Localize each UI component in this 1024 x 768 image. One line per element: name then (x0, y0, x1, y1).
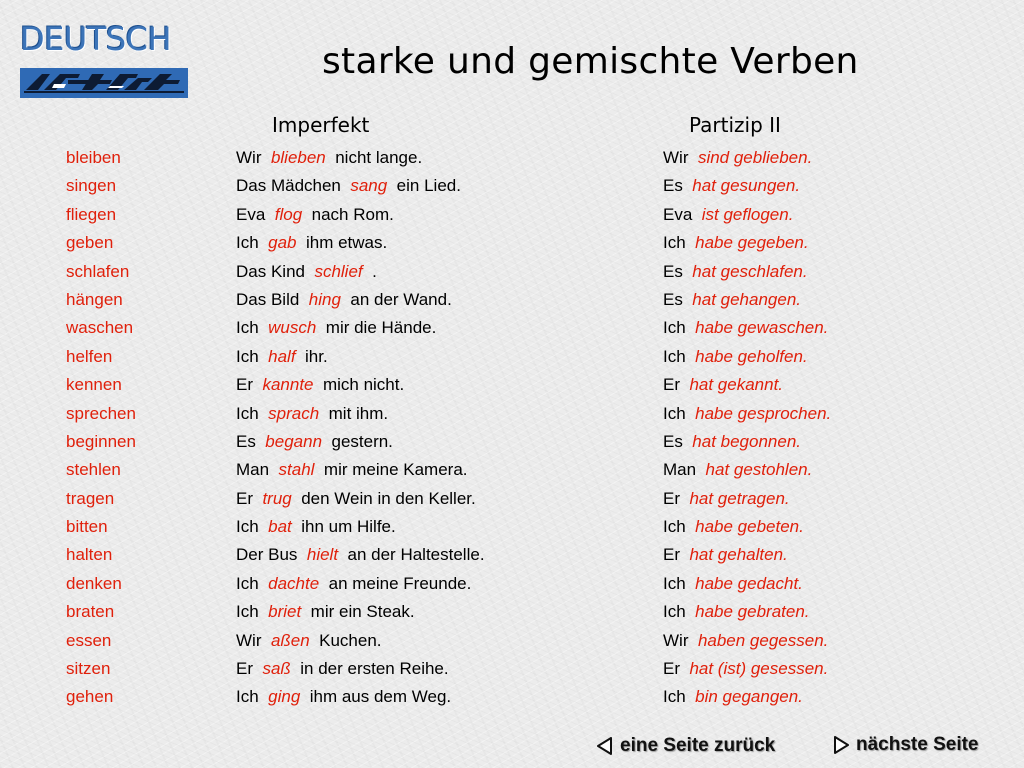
partizip-subject: Es (663, 176, 683, 196)
partizip-verb: hat begonnen. (692, 431, 802, 451)
column-header-imperfekt: Imperfekt (272, 113, 370, 137)
partizip-sentence (663, 627, 828, 655)
imperfekt-verb: trug (262, 488, 292, 508)
logo-wordmark: DEUTSCH (20, 20, 172, 58)
imperfekt-verb: stahl (278, 460, 315, 480)
infinitive-verb: bleiben (66, 148, 121, 167)
imperfekt-verb: ging (268, 687, 301, 707)
partizip-subject: Er (663, 488, 680, 508)
verb-row (0, 541, 1024, 569)
imperfekt-sentence (236, 400, 388, 428)
imperfekt-subject: Das Mädchen (236, 176, 341, 196)
imperfekt-sentence (236, 513, 396, 541)
verb-row (0, 598, 1024, 626)
imperfekt-verb: briet (268, 602, 302, 622)
imperfekt-sentence (236, 144, 422, 172)
partizip-verb: hat gehalten. (689, 545, 788, 565)
infinitive-verb: fliegen (66, 204, 117, 224)
imperfekt-verb: sang (350, 176, 388, 196)
partizip-subject: Ich (663, 573, 686, 593)
partizip-sentence (663, 513, 804, 541)
imperfekt-rest: nicht lange. (335, 148, 423, 167)
imperfekt-subject: Ich (236, 602, 259, 622)
partizip-subject: Er (663, 659, 680, 679)
verb-row (0, 513, 1024, 541)
infinitive-verb: bitten (66, 517, 108, 537)
infinitive-verb: halten (66, 545, 113, 565)
partizip-verb: hat gestohlen. (705, 460, 813, 480)
imperfekt-sentence (236, 258, 377, 286)
partizip-sentence (663, 258, 808, 286)
partizip-subject: Es (663, 431, 683, 451)
imperfekt-sentence (236, 598, 415, 626)
partizip-subject: Ich (663, 318, 686, 338)
partizip-sentence (663, 201, 793, 229)
imperfekt-subject: Er (236, 375, 253, 395)
partizip-verb: hat getragen. (689, 488, 790, 508)
partizip-verb: hat geschlafen. (692, 261, 808, 281)
page-title: starke und gemischte Verben (322, 41, 859, 82)
imperfekt-sentence (236, 683, 451, 711)
imperfekt-sentence (236, 541, 485, 569)
partizip-sentence (663, 229, 809, 257)
infinitive-verb: tragen (66, 488, 115, 508)
partizip-sentence (663, 400, 831, 428)
partizip-subject: Es (663, 261, 683, 281)
column-header-partizip: Partizip II (689, 113, 781, 137)
imperfekt-verb: half (268, 346, 296, 366)
imperfekt-subject: Das Bild (236, 289, 300, 309)
partizip-verb: habe gegeben. (695, 233, 809, 253)
imperfekt-rest: mir die Hände. (325, 318, 437, 338)
partizip-sentence (663, 144, 812, 172)
imperfekt-rest: . (372, 261, 377, 281)
imperfekt-rest: ihr. (305, 346, 328, 366)
verb-row (0, 172, 1024, 200)
infinitive-verb: essen (66, 630, 112, 650)
verb-row (0, 627, 1024, 655)
imperfekt-subject: Er (236, 488, 253, 508)
partizip-subject: Wir (663, 148, 689, 167)
imperfekt-verb: hielt (306, 545, 339, 565)
imperfekt-verb: blieben (270, 148, 326, 167)
partizip-verb: hat gekannt. (689, 375, 784, 395)
infinitive-verb: helfen (66, 346, 113, 366)
partizip-sentence (663, 485, 790, 513)
partizip-sentence (663, 570, 803, 598)
partizip-verb: habe gebraten. (695, 602, 810, 622)
verb-row (0, 144, 1024, 172)
imperfekt-subject: Ich (236, 403, 259, 423)
partizip-verb: habe geholfen. (695, 346, 808, 366)
partizip-subject: Ich (663, 346, 686, 366)
imperfekt-verb: hing (308, 289, 341, 309)
partizip-verb: habe gesprochen. (695, 403, 832, 423)
imperfekt-sentence (236, 627, 382, 655)
previous-page-button[interactable] (596, 732, 775, 760)
next-page-button[interactable] (832, 731, 979, 759)
previous-page-label: eine Seite zurück (620, 735, 776, 756)
verb-row (0, 485, 1024, 513)
imperfekt-rest: an meine Freunde. (328, 573, 472, 593)
infinitive-verb: sitzen (66, 659, 111, 679)
infinitive-verb: hängen (66, 289, 123, 309)
imperfekt-subject: Er (236, 659, 253, 679)
infinitive-verb: braten (66, 602, 115, 622)
imperfekt-sentence (236, 314, 436, 342)
partizip-subject: Ich (663, 687, 686, 707)
infinitive-verb: singen (66, 176, 117, 196)
imperfekt-sentence (236, 428, 393, 456)
imperfekt-rest: mir ein Steak. (310, 602, 415, 622)
imperfekt-sentence (236, 485, 476, 513)
verb-row (0, 400, 1024, 428)
infinitive-verb: kennen (66, 375, 122, 395)
verb-row (0, 229, 1024, 257)
infinitive-verb: stehlen (66, 460, 121, 480)
partizip-sentence (663, 683, 803, 711)
verb-row (0, 570, 1024, 598)
partizip-sentence (663, 598, 810, 626)
partizip-subject: Ich (663, 403, 686, 423)
imperfekt-subject: Ich (236, 687, 259, 707)
imperfekt-sentence (236, 229, 387, 257)
imperfekt-verb: begann (265, 431, 323, 451)
verb-row (0, 314, 1024, 342)
imperfekt-rest: nach Rom. (311, 204, 394, 224)
logo-aktuell-mark (20, 68, 188, 98)
triangle-left-icon (596, 737, 614, 755)
infinitive-verb: geben (66, 233, 114, 253)
partizip-sentence (663, 428, 801, 456)
imperfekt-rest: ihm etwas. (305, 233, 388, 253)
imperfekt-rest: an der Wand. (350, 289, 452, 309)
imperfekt-rest: den Wein in den Keller. (301, 488, 476, 508)
partizip-subject: Ich (663, 517, 686, 537)
imperfekt-sentence (236, 172, 461, 200)
partizip-verb: habe gedacht. (695, 573, 803, 593)
partizip-subject: Ich (663, 233, 686, 253)
partizip-verb: hat gesungen. (692, 176, 801, 196)
imperfekt-verb: wusch (268, 318, 317, 338)
verb-row (0, 343, 1024, 371)
partizip-verb: habe gewaschen. (695, 318, 829, 338)
imperfekt-subject: Es (236, 431, 256, 451)
imperfekt-verb: sprach (268, 403, 320, 423)
partizip-subject: Er (663, 375, 680, 395)
partizip-sentence (663, 286, 801, 314)
imperfekt-sentence (236, 371, 404, 399)
imperfekt-sentence (236, 201, 394, 229)
infinitive-verb: beginnen (66, 431, 136, 451)
verb-row (0, 683, 1024, 711)
imperfekt-rest: ihm aus dem Weg. (309, 687, 452, 707)
logo (20, 20, 192, 100)
imperfekt-subject: Ich (236, 233, 259, 253)
imperfekt-verb: bat (268, 517, 292, 537)
imperfekt-rest: mir meine Kamera. (323, 460, 468, 480)
verb-row (0, 456, 1024, 484)
imperfekt-sentence (236, 286, 452, 314)
imperfekt-subject: Ich (236, 346, 259, 366)
imperfekt-rest: gestern. (331, 431, 393, 451)
verb-row (0, 371, 1024, 399)
imperfekt-rest: in der ersten Reihe. (300, 659, 449, 679)
partizip-sentence (663, 655, 828, 683)
imperfekt-subject: Eva (236, 204, 266, 224)
partizip-subject: Eva (663, 204, 693, 224)
infinitive-verb: denken (66, 573, 122, 593)
imperfekt-sentence (236, 343, 328, 371)
verb-row (0, 286, 1024, 314)
verb-row (0, 428, 1024, 456)
verb-table (0, 144, 1024, 712)
partizip-verb: hat (ist) gesessen. (689, 659, 829, 679)
imperfekt-sentence (236, 570, 471, 598)
imperfekt-subject: Wir (236, 148, 262, 167)
partizip-sentence (663, 314, 828, 342)
imperfekt-verb: aßen (270, 630, 310, 650)
partizip-sentence (663, 371, 783, 399)
partizip-subject: Man (663, 460, 697, 480)
partizip-subject: Ich (663, 602, 686, 622)
partizip-subject: Er (663, 545, 680, 565)
imperfekt-subject: Ich (236, 517, 259, 537)
imperfekt-sentence (236, 456, 468, 484)
imperfekt-verb: saß (262, 659, 291, 679)
verb-row (0, 258, 1024, 286)
infinitive-verb: schlafen (66, 261, 130, 281)
partizip-verb: sind geblieben. (697, 148, 813, 167)
imperfekt-subject: Man (236, 460, 270, 480)
partizip-sentence (663, 172, 800, 200)
next-page-label: nächste Seite (856, 734, 979, 755)
verb-row (0, 201, 1024, 229)
partizip-sentence (663, 456, 812, 484)
imperfekt-rest: an der Haltestelle. (347, 545, 485, 565)
imperfekt-subject: Ich (236, 573, 259, 593)
triangle-right-icon (832, 736, 850, 754)
infinitive-verb: sprechen (66, 403, 136, 423)
imperfekt-subject: Der Bus (236, 545, 298, 565)
partizip-verb: ist geflogen. (701, 204, 794, 224)
infinitive-verb: gehen (66, 687, 114, 707)
partizip-sentence (663, 343, 808, 371)
imperfekt-verb: kannte (262, 375, 314, 395)
imperfekt-verb: schlief (314, 261, 363, 281)
imperfekt-subject: Ich (236, 318, 259, 338)
partizip-subject: Wir (663, 630, 689, 650)
partizip-verb: haben gegessen. (697, 630, 829, 650)
imperfekt-rest: mich nicht. (322, 375, 405, 395)
imperfekt-rest: Kuchen. (319, 630, 382, 650)
imperfekt-verb: gab (268, 233, 297, 253)
partizip-sentence (663, 541, 788, 569)
imperfekt-sentence (236, 655, 449, 683)
partizip-verb: hat gehangen. (692, 289, 802, 309)
infinitive-verb: waschen (66, 318, 134, 338)
imperfekt-rest: ein Lied. (396, 176, 461, 196)
partizip-verb: habe gebeten. (695, 517, 804, 537)
imperfekt-rest: ihn um Hilfe. (301, 517, 396, 537)
partizip-verb: bin gegangen. (695, 687, 803, 707)
partizip-subject: Es (663, 289, 683, 309)
verb-row (0, 655, 1024, 683)
imperfekt-subject: Das Kind (236, 261, 305, 281)
imperfekt-verb: flog (274, 204, 303, 224)
imperfekt-subject: Wir (236, 630, 262, 650)
imperfekt-verb: dachte (268, 573, 320, 593)
imperfekt-rest: mit ihm. (328, 403, 389, 423)
